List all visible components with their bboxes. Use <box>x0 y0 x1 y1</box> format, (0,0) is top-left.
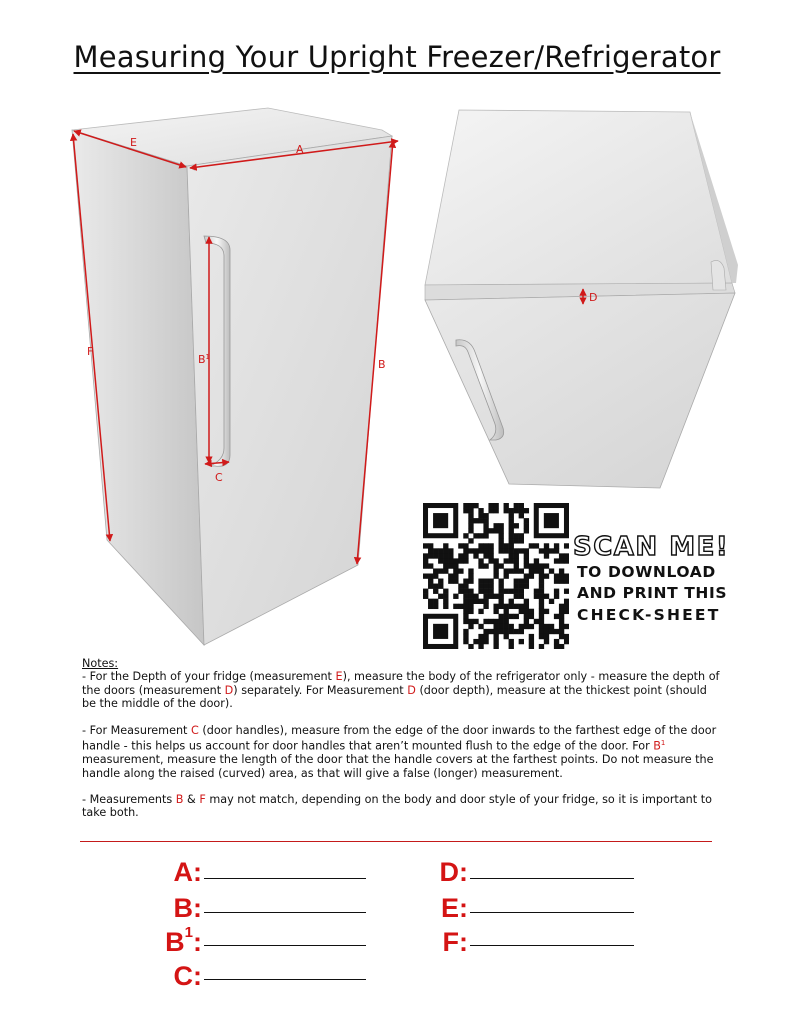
field-b-line[interactable] <box>204 912 366 913</box>
note-depth: - For the Depth of your fridge (measurement E), measure the body of the refrigerator only - measure the depth of the doors (measurement D) separately. For Measurement D (door depth), measure at the thickest point (should be the middle of the door). <box>82 670 720 711</box>
fridge-full-view <box>72 108 392 645</box>
label-b: B <box>378 358 386 371</box>
divider <box>80 841 712 842</box>
note-b-f: - Measurements B & F may not match, depending on the body and door style of your fridge, so it is important to take both. <box>82 792 712 820</box>
scan-line-1: TO DOWNLOAD <box>577 563 716 581</box>
qr-code-image <box>423 503 569 649</box>
field-f-label: F: <box>442 927 468 957</box>
field-a-label: A: <box>173 857 202 887</box>
qr-code[interactable] <box>423 503 569 649</box>
field-c-label: C: <box>173 961 202 991</box>
field-b1-label: $B^1$: <box>165 924 202 957</box>
scan-line-2: AND PRINT THIS <box>577 584 728 602</box>
notes-heading: Notes: <box>82 657 119 670</box>
label-d: D <box>589 291 598 304</box>
field-c-line[interactable] <box>204 979 366 980</box>
note-handles: - For Measurement C (door handles), measure from the edge of the door inwards to the farthest edge of the door handle - this helps us account for door handles that aren’t mounted flush to the edge of the door. For $B^1$ measurement, measure the length of the door that the handle covers at the farthest points. Do not measure the handle along the raised (curved) area, as that will give a false (longer) measurement. <box>82 723 717 780</box>
field-e-label: E: <box>441 893 468 923</box>
field-d-line[interactable] <box>470 878 634 879</box>
scan-me-heading: SCAN ME! <box>573 532 730 562</box>
label-b1: $B^1$ <box>198 353 211 366</box>
label-c: C <box>215 471 223 484</box>
field-b1-line[interactable] <box>204 945 366 946</box>
field-f-line[interactable] <box>470 945 634 946</box>
label-a: A <box>296 143 304 156</box>
page-title: Measuring Your Upright Freezer/Refrigerator <box>73 40 721 74</box>
field-b-label: B: <box>173 893 202 923</box>
fridge-top-view <box>425 110 738 488</box>
scan-line-3: CHECK-SHEET <box>577 606 721 624</box>
field-a-line[interactable] <box>204 878 366 879</box>
field-d-label: D: <box>439 857 468 887</box>
notes-section <box>82 657 722 833</box>
field-e-line[interactable] <box>470 912 634 913</box>
label-e: E <box>130 136 137 149</box>
label-f: F <box>87 345 94 358</box>
